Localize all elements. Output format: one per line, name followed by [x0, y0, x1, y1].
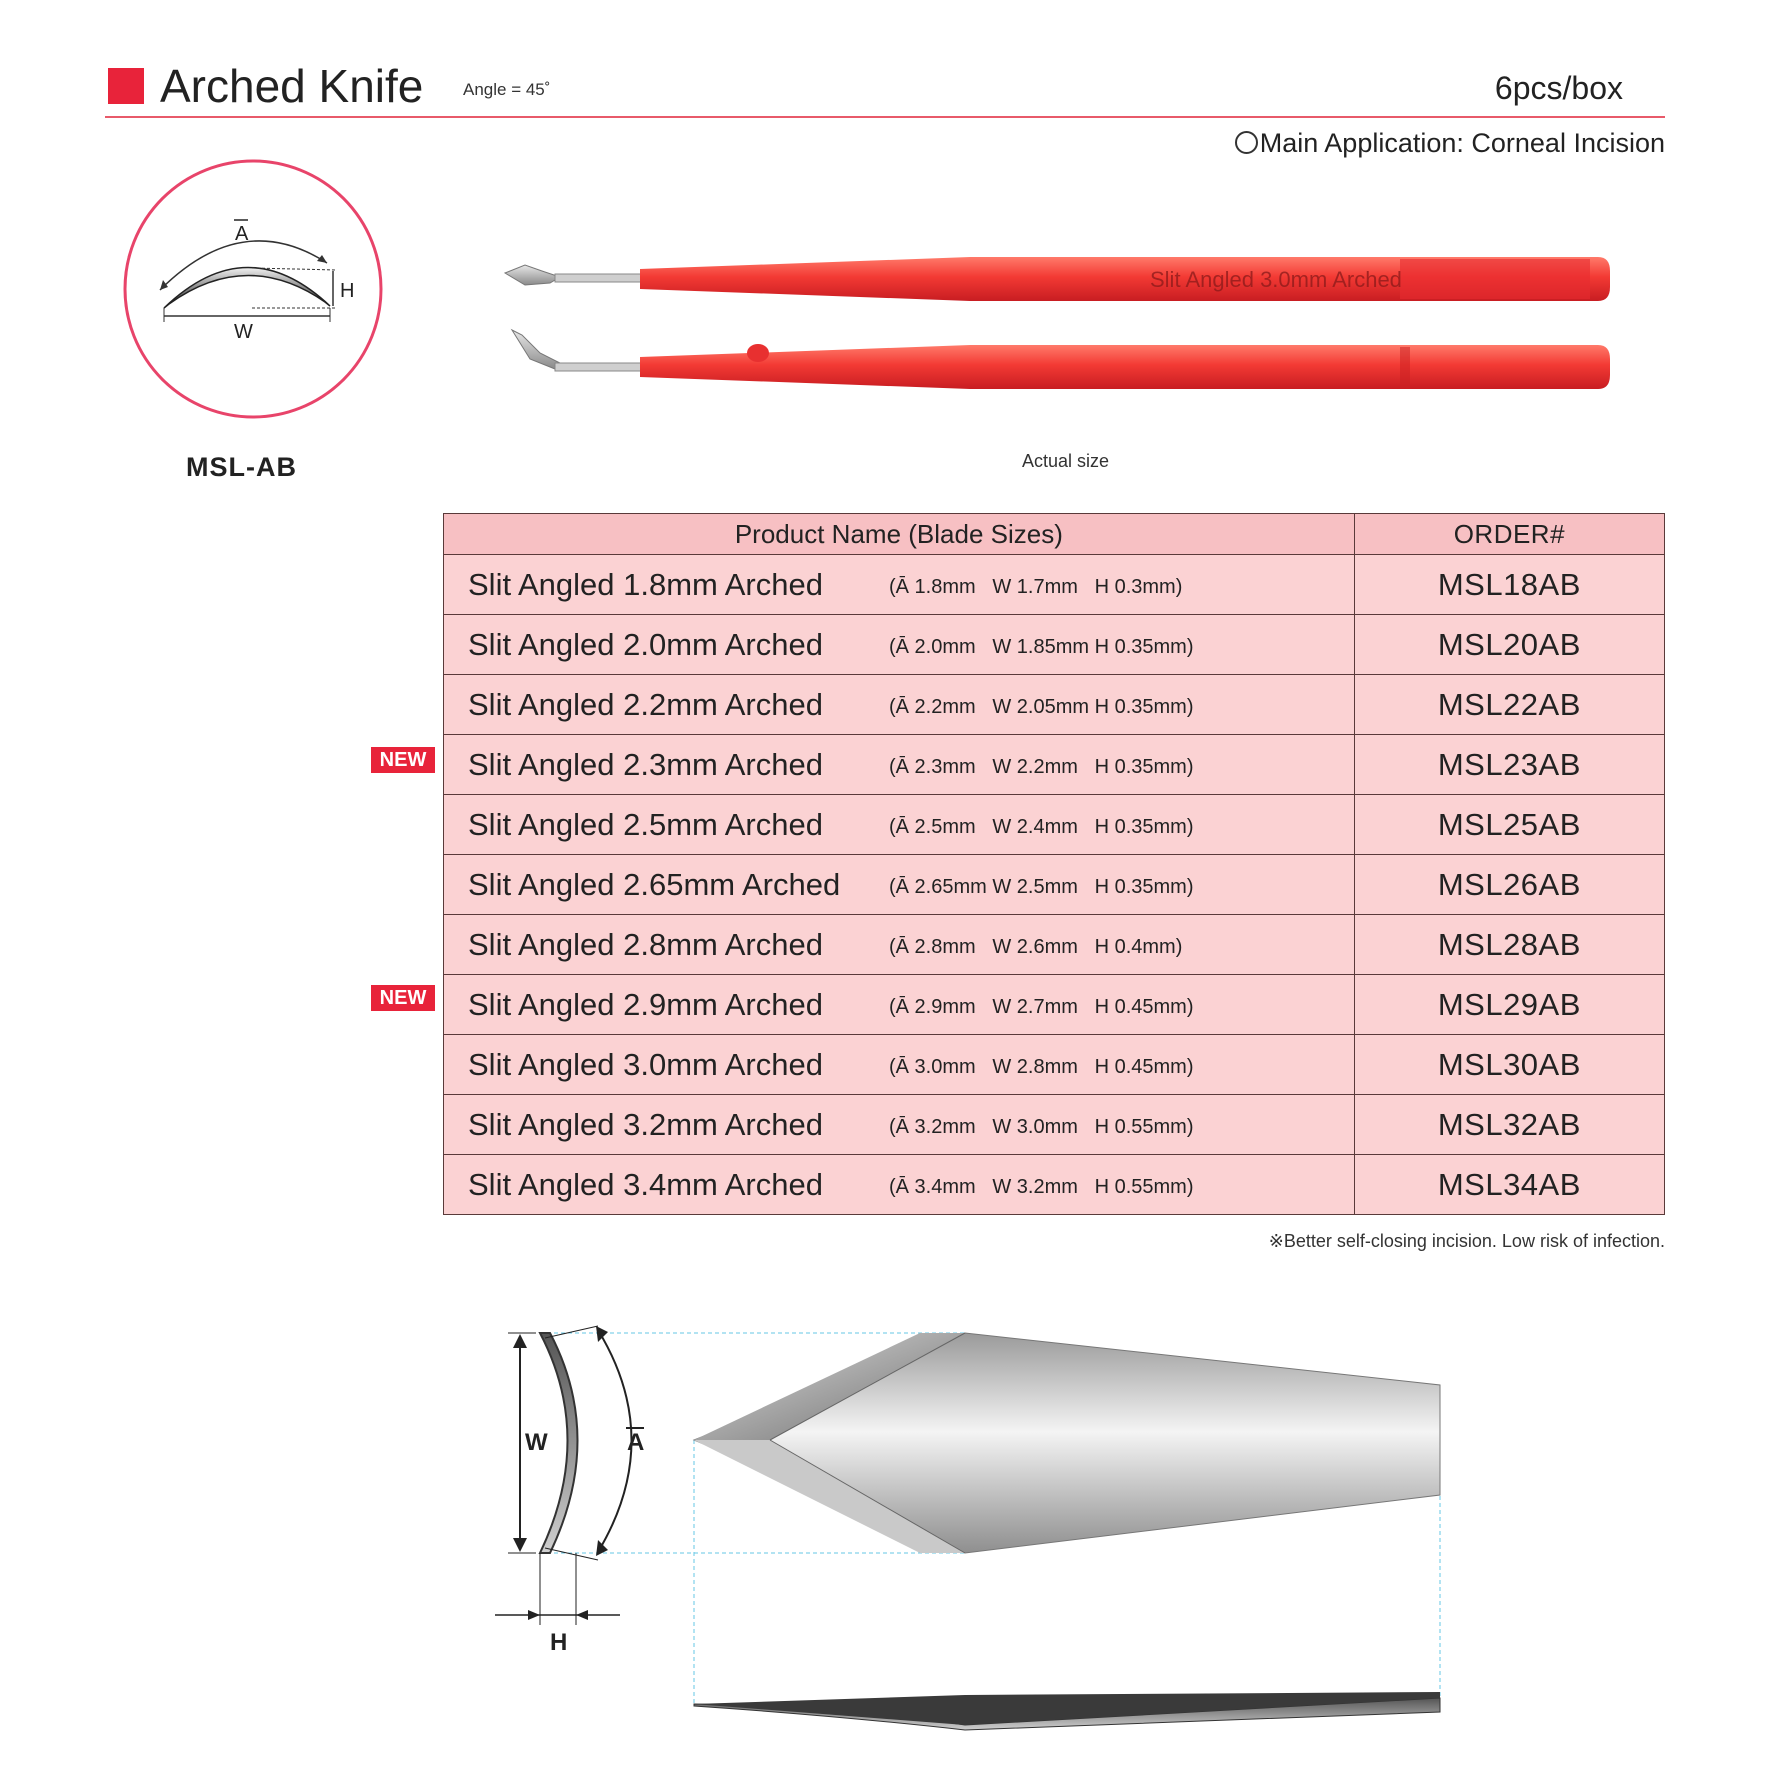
table-row	[444, 555, 1665, 615]
product-name-cell	[444, 795, 1355, 855]
table-row	[444, 615, 1665, 675]
column-header-order: ORDER#	[1354, 514, 1664, 555]
table-body	[444, 555, 1665, 1215]
title-divider	[105, 116, 1665, 118]
drawing-label-h: H	[550, 1629, 568, 1656]
blade-dimensions: (Ā 2.9mm W 2.7mm H 0.45mm)	[889, 996, 1194, 1018]
table-row	[444, 915, 1665, 975]
angle-note: Angle = 45˚	[463, 80, 551, 99]
blade-dimensions: (Ā 2.3mm W 2.2mm H 0.35mm)	[889, 756, 1194, 778]
blade-dimensions: (Ā 3.0mm W 2.8mm H 0.45mm)	[889, 1056, 1194, 1078]
product-name-cell	[444, 555, 1355, 615]
table-row	[444, 795, 1665, 855]
blade-technical-drawing	[480, 1290, 1480, 1750]
table-row	[444, 1035, 1665, 1095]
blade-profile-diagram	[122, 158, 384, 420]
main-application	[1235, 128, 1665, 159]
main-application-text: Main Application: Corneal Incision	[1259, 128, 1665, 158]
order-number: MSL26AB	[1354, 855, 1664, 915]
product-name: Slit Angled 3.0mm Arched	[468, 1047, 823, 1082]
product-name: Slit Angled 2.3mm Arched	[468, 747, 823, 782]
product-name-cell	[444, 1035, 1355, 1095]
new-badge: NEW	[371, 985, 435, 1011]
product-name-cell	[444, 735, 1355, 795]
product-name: Slit Angled 2.65mm Arched	[468, 867, 841, 902]
order-number: MSL20AB	[1354, 615, 1664, 675]
table-row	[444, 675, 1665, 735]
blade-plan-view	[694, 1333, 1440, 1553]
product-name-cell	[444, 675, 1355, 735]
model-code: MSL-AB	[186, 452, 297, 482]
product-name-cell	[444, 1095, 1355, 1155]
knife-photos	[500, 235, 1620, 420]
table-row	[444, 735, 1665, 795]
blade-dimensions: (Ā 3.2mm W 3.0mm H 0.55mm)	[889, 1116, 1194, 1138]
blade-dimensions: (Ā 1.8mm W 1.7mm H 0.3mm)	[889, 576, 1183, 598]
product-name: Slit Angled 2.2mm Arched	[468, 687, 823, 722]
product-name: Slit Angled 2.8mm Arched	[468, 927, 823, 962]
order-number: MSL30AB	[1354, 1035, 1664, 1095]
drawing-label-a: A	[627, 1429, 645, 1456]
knife-engraving: Slit Angled 3.0mm Arched	[1150, 267, 1402, 292]
table-row	[444, 1095, 1665, 1155]
blade-dimensions: (Ā 2.5mm W 2.4mm H 0.35mm)	[889, 816, 1194, 838]
profile-label-w: W	[234, 321, 253, 343]
column-header-product-name: Product Name (Blade Sizes)	[444, 514, 1355, 555]
page-title: Arched Knife	[160, 60, 424, 112]
knife-photo-bottom	[512, 330, 1610, 389]
order-number: MSL25AB	[1354, 795, 1664, 855]
order-number: MSL29AB	[1354, 975, 1664, 1035]
product-name-cell	[444, 975, 1355, 1035]
product-name: Slit Angled 3.2mm Arched	[468, 1107, 823, 1142]
table-header-row	[444, 514, 1665, 555]
order-number: MSL34AB	[1354, 1155, 1664, 1215]
footnote: ※Better self-closing incision. Low risk of infection.	[1268, 1231, 1665, 1251]
title-square-marker	[108, 68, 144, 104]
product-name: Slit Angled 3.4mm Arched	[468, 1167, 823, 1202]
blade-dimensions: (Ā 3.4mm W 3.2mm H 0.55mm)	[889, 1176, 1194, 1198]
order-number: MSL32AB	[1354, 1095, 1664, 1155]
profile-label-a: A	[235, 223, 249, 245]
table-row	[444, 855, 1665, 915]
actual-size-caption: Actual size	[1022, 451, 1110, 471]
product-name: Slit Angled 2.5mm Arched	[468, 807, 823, 842]
knife-photo-top	[505, 257, 1610, 301]
table-row	[444, 1155, 1665, 1215]
pack-quantity: 6pcs/box	[1494, 70, 1623, 106]
product-name-cell	[444, 915, 1355, 975]
profile-label-h: H	[340, 280, 355, 302]
spec-table	[443, 513, 1665, 1215]
blade-dimensions: (Ā 2.2mm W 2.05mm H 0.35mm)	[889, 696, 1194, 718]
new-badge: NEW	[371, 747, 435, 773]
product-name-cell	[444, 1155, 1355, 1215]
circle-bullet-icon	[1235, 131, 1258, 154]
blade-dimensions: (Ā 2.65mm W 2.5mm H 0.35mm)	[889, 876, 1194, 898]
order-number: MSL28AB	[1354, 915, 1664, 975]
blade-dimensions: (Ā 2.0mm W 1.85mm H 0.35mm)	[889, 636, 1194, 658]
blade-side-view	[694, 1692, 1440, 1730]
order-number: MSL23AB	[1354, 735, 1664, 795]
product-name: Slit Angled 2.9mm Arched	[468, 987, 823, 1022]
table-row	[444, 975, 1665, 1035]
order-number: MSL18AB	[1354, 555, 1664, 615]
product-name-cell	[444, 855, 1355, 915]
product-name-cell	[444, 615, 1355, 675]
order-number: MSL22AB	[1354, 675, 1664, 735]
product-name: Slit Angled 2.0mm Arched	[468, 627, 823, 662]
product-name: Slit Angled 1.8mm Arched	[468, 567, 823, 602]
drawing-label-w: W	[525, 1429, 548, 1456]
blade-dimensions: (Ā 2.8mm W 2.6mm H 0.4mm)	[889, 936, 1183, 958]
